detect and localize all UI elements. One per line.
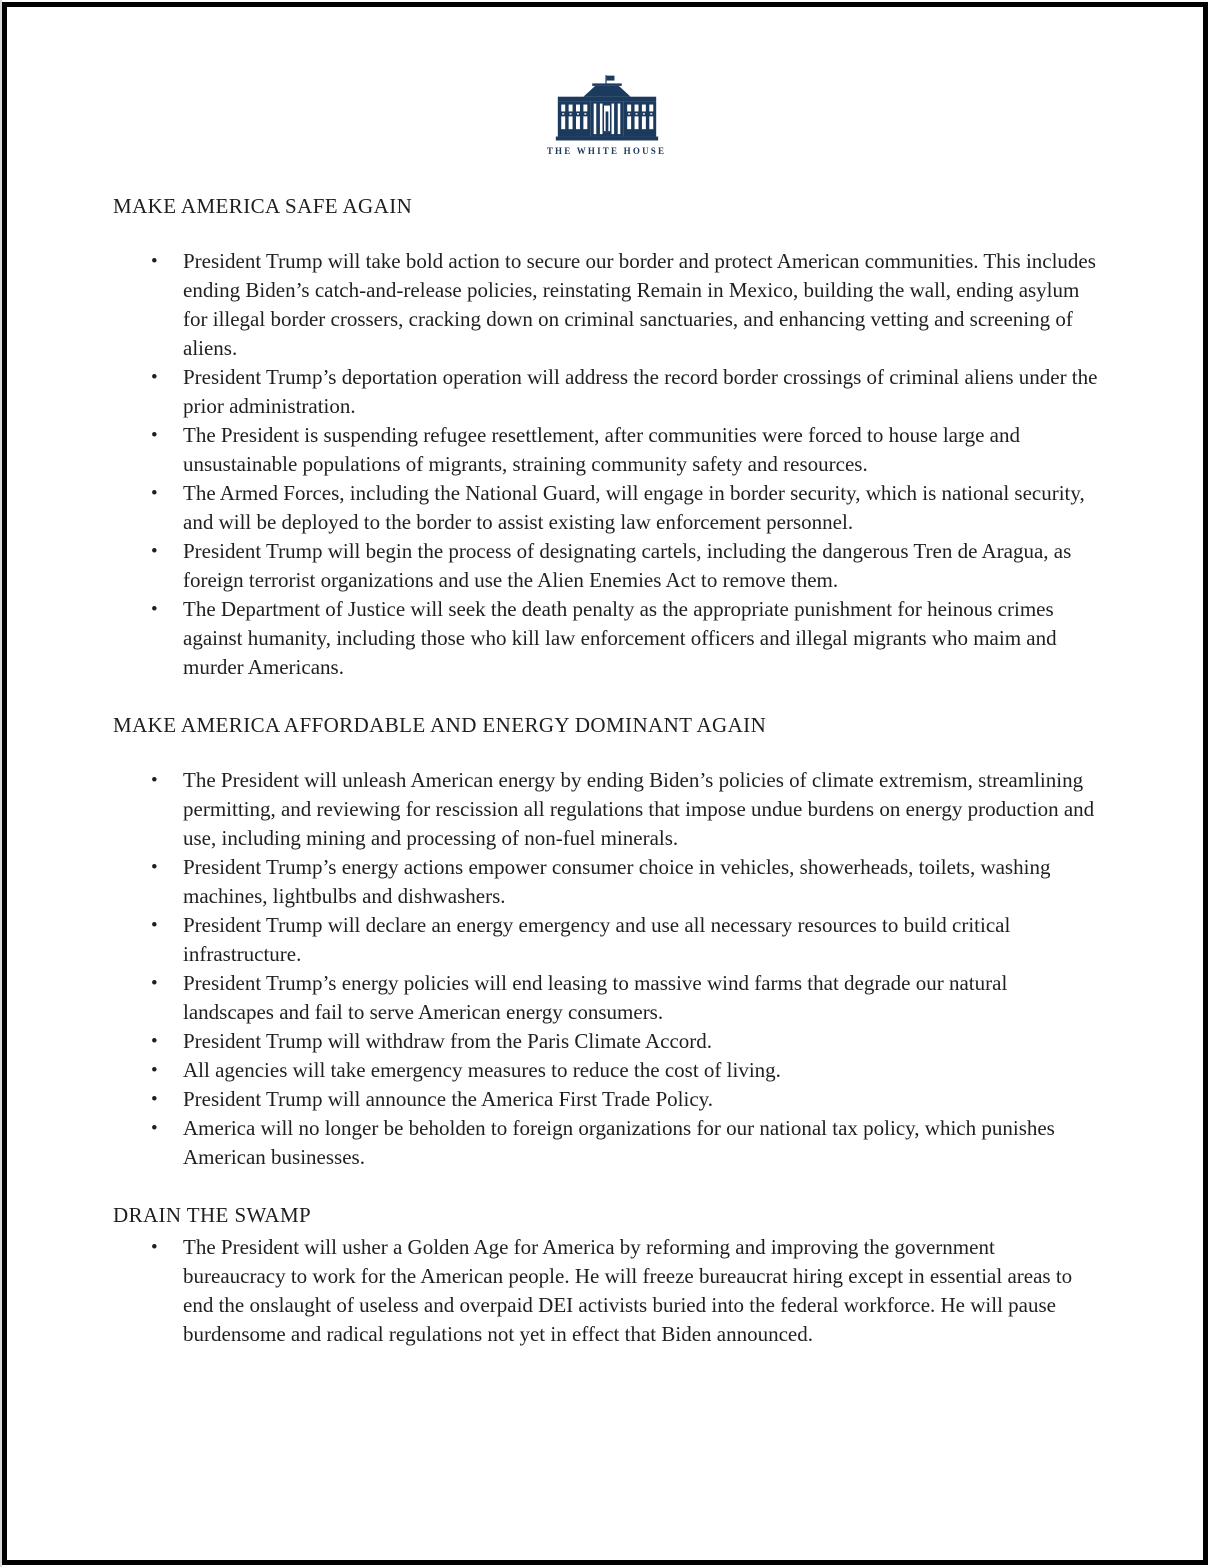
bullet-item: • America will no longer be beholden to foreign organizations for our national tax policy, which punishes American businesses.	[113, 1114, 1100, 1172]
bullet-item: • President Trump will begin the process of designating cartels, including the dangerous Tren de Aragua, as foreign terrorist organizations and use the Alien Enemies Act to remove them.	[113, 537, 1100, 595]
section-heading: MAKE AMERICA AFFORDABLE AND ENERGY DOMINANT AGAIN	[113, 713, 767, 737]
bullet-item: • The Department of Justice will seek the death penalty as the appropriate punishment for heinous crimes against humanity, including those who kill law enforcement officers and illegal migrants who maim and murder Americans.	[113, 595, 1100, 682]
bullet-item: • The President is suspending refugee resettlement, after communities were forced to house large and unsustainable populations of migrants, straining community safety and resources.	[113, 421, 1100, 479]
bullet-item: • The President will unleash American energy by ending Biden’s policies of climate extremism, streamlining permitting, and reviewing for rescission all regulations that impose undue burdens on energy production and use, including mining and processing of non-fuel minerals.	[113, 766, 1100, 853]
section-drain-the-swamp	[113, 1201, 1100, 1349]
section-heading: DRAIN THE SWAMP	[113, 1203, 312, 1227]
bullet-item: • President Trump will announce the America First Trade Policy.	[113, 1085, 1100, 1114]
bullet-item: • The President will usher a Golden Age for America by reforming and improving the government bureaucracy to work for the American people. He will freeze bureaucrat hiring except in essential areas to end the onslaught of useless and overpaid DEI activists buried into the federal workforce. He will pause burdensome and radical regulations not yet in effect that Biden announced.	[113, 1233, 1100, 1349]
bullet-item: • The Armed Forces, including the National Guard, will engage in border security, which is national security, and will be deployed to the border to assist existing law enforcement personnel.	[113, 479, 1100, 537]
white-house-building-icon	[546, 75, 668, 142]
white-house-logo	[113, 75, 1100, 156]
bullet-list	[113, 1233, 1100, 1349]
bullet-item: • President Trump will withdraw from the Paris Climate Accord.	[113, 1027, 1100, 1056]
bullet-item: • President Trump’s energy policies will end leasing to massive wind farms that degrade our natural landscapes and fail to serve American energy consumers.	[113, 969, 1100, 1027]
section-heading: MAKE AMERICA SAFE AGAIN	[113, 194, 413, 218]
section-make-america-affordable-energy-dominant	[113, 711, 1100, 1172]
bullet-item: • President Trump’s deportation operation will address the record border crossings of criminal aliens under the prior administration.	[113, 363, 1100, 421]
bullet-item: • President Trump will declare an energy emergency and use all necessary resources to build critical infrastructure.	[113, 911, 1100, 969]
bullet-item: • President Trump will take bold action to secure our border and protect American communities. This includes ending Biden’s catch-and-release policies, reinstating Remain in Mexico, building the wall, ending asylum for illegal border crossers, cracking down on criminal sanctuaries, and enhancing vetting and screening of aliens.	[113, 247, 1100, 363]
bullet-item: • All agencies will take emergency measures to reduce the cost of living.	[113, 1056, 1100, 1085]
bullet-item: • President Trump’s energy actions empower consumer choice in vehicles, showerheads, toilets, washing machines, lightbulbs and dishwashers.	[113, 853, 1100, 911]
section-make-america-safe-again	[113, 192, 1100, 682]
bullet-list	[113, 247, 1100, 682]
logo-caption: THE WHITE HOUSE	[546, 146, 667, 156]
bullet-list	[113, 766, 1100, 1172]
